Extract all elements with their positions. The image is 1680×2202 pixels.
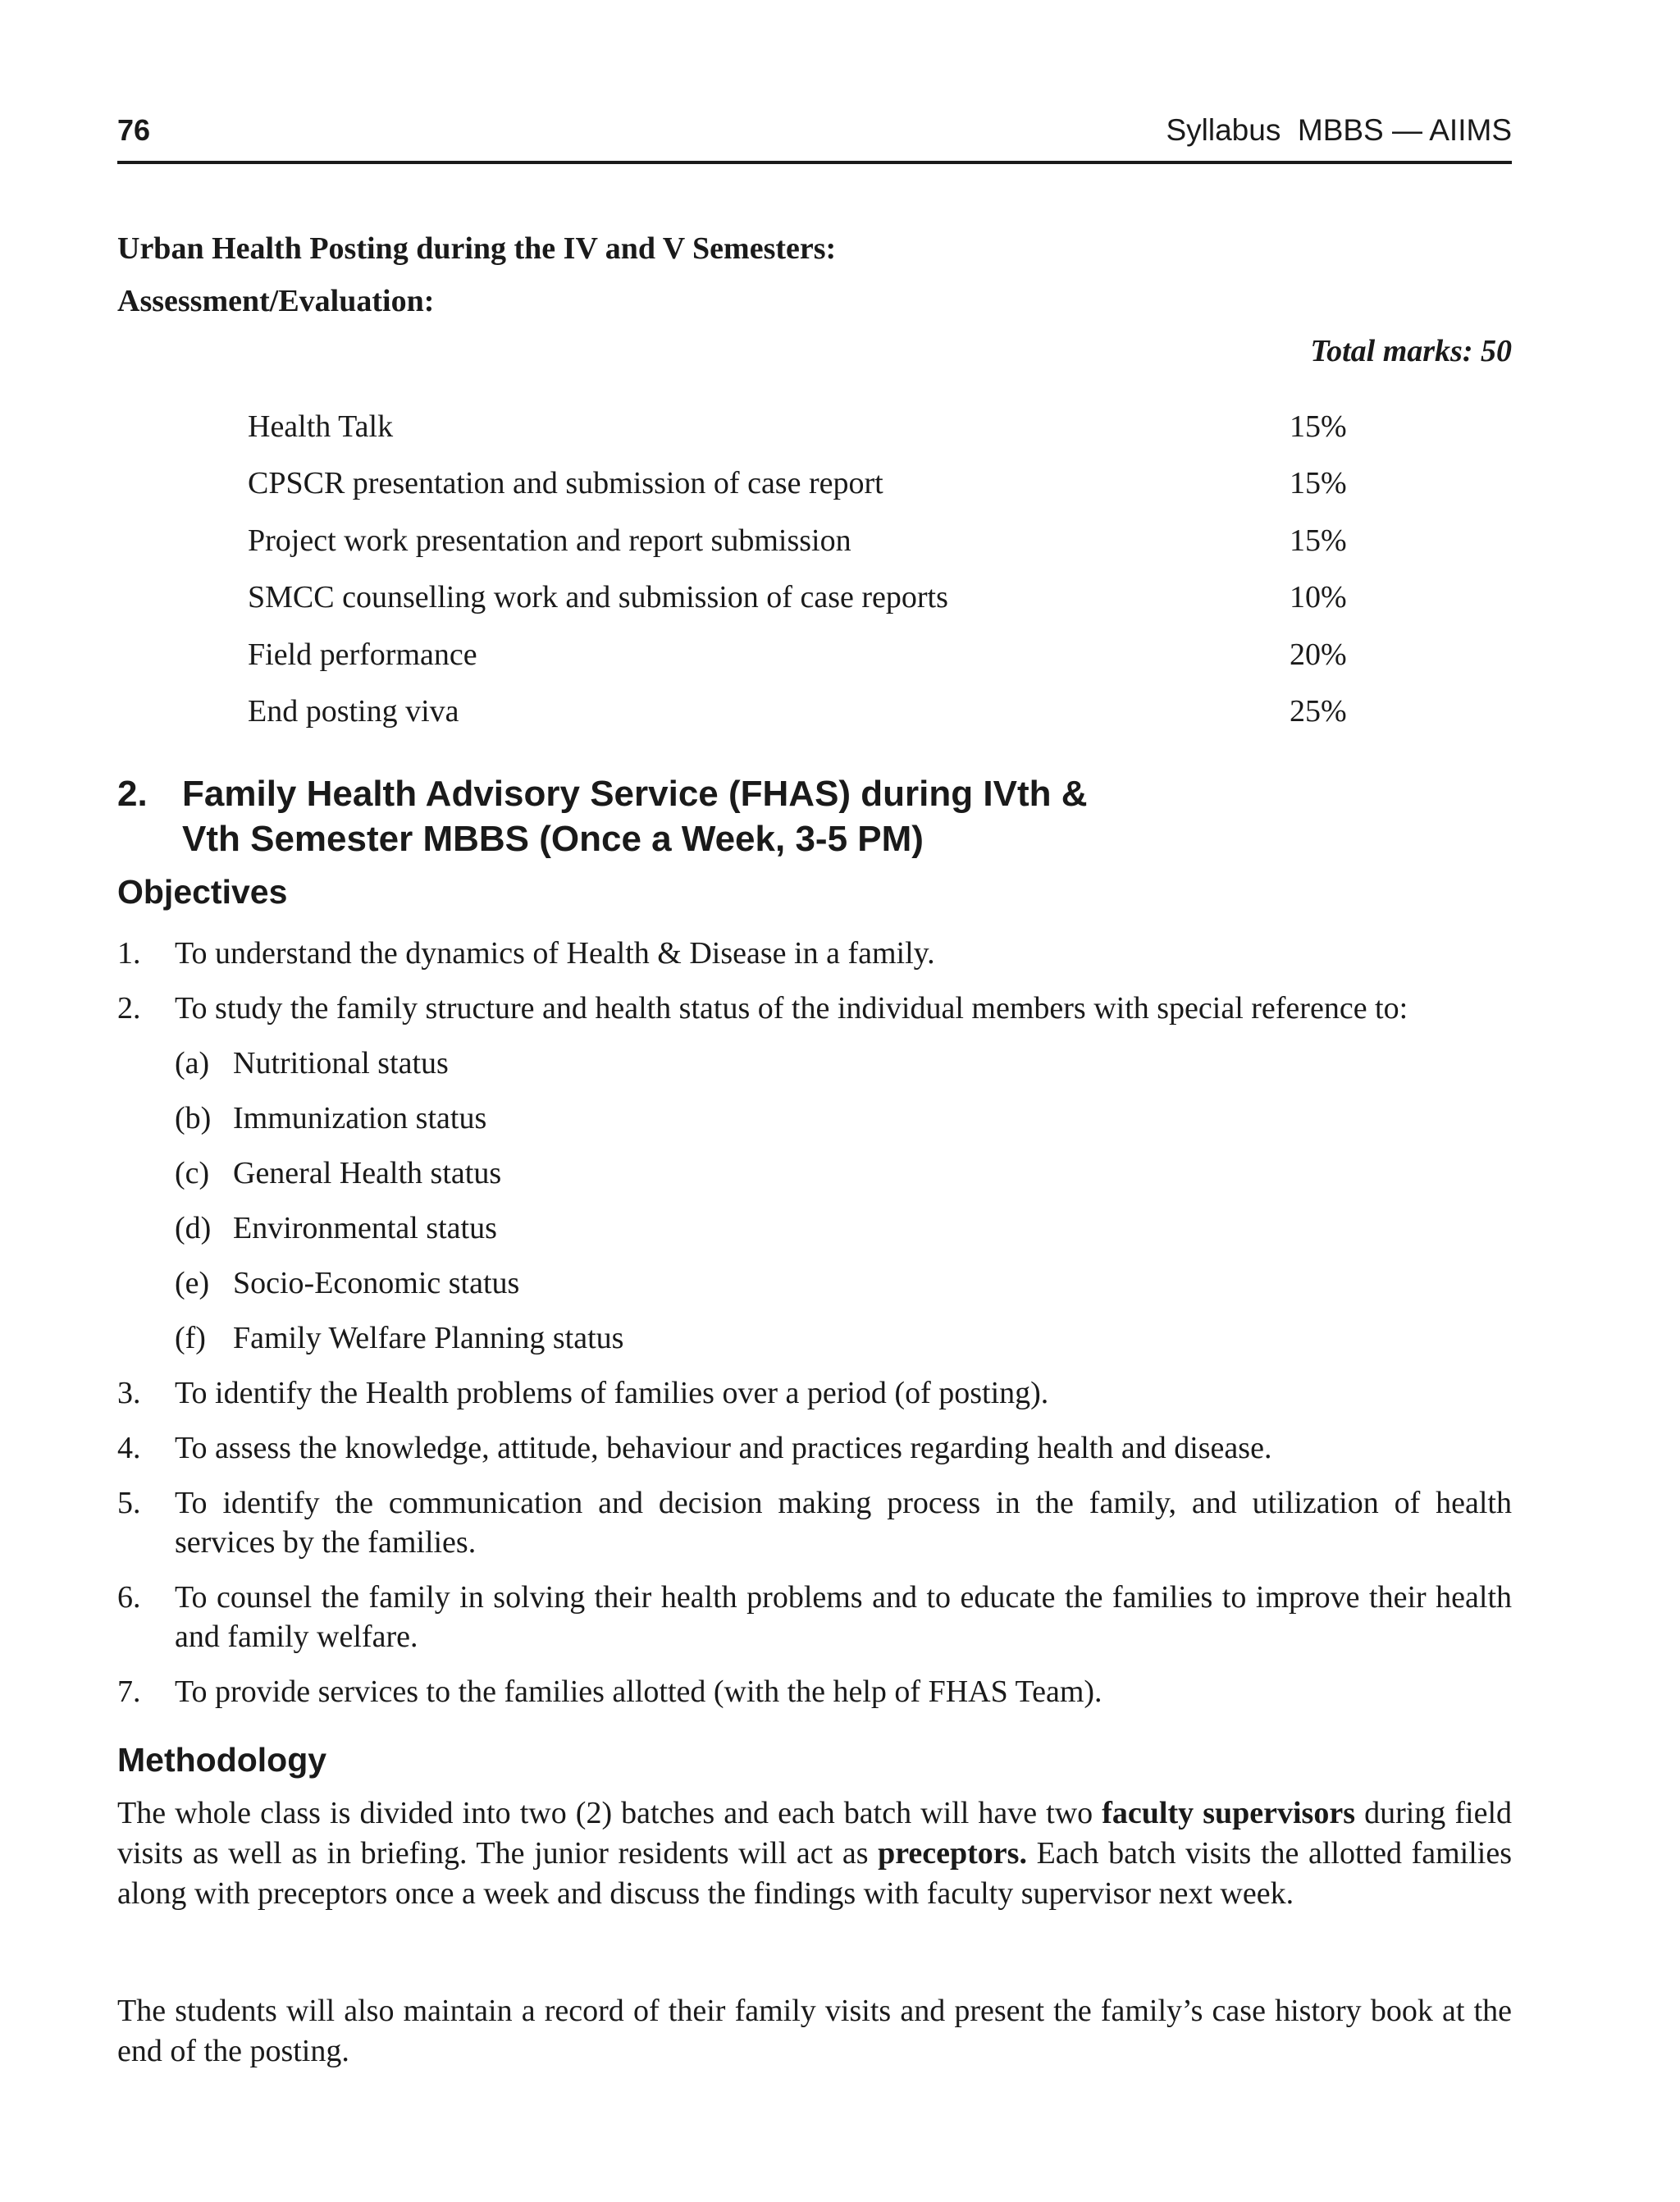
running-head: Syllabus MBBS — AIIMS (1166, 113, 1512, 147)
sublist-item (175, 1099, 1512, 1138)
assessment-row (248, 635, 1396, 692)
objectives-heading: Objectives (117, 873, 288, 911)
assessment-percent: 10% (1290, 580, 1347, 615)
objective-number: 6. (117, 1580, 141, 1615)
assessment-percent: 25% (1290, 693, 1347, 729)
sublist-text: Family Welfare Planning status (233, 1321, 624, 1355)
assessment-percent: 15% (1290, 466, 1347, 501)
urban-health-posting-heading: Urban Health Posting during the IV and V Semesters: (117, 231, 837, 266)
objective-number: 3. (117, 1376, 141, 1410)
assessment-row (248, 521, 1396, 578)
section-title-line-1: Family Health Advisory Service (FHAS) during IVth & (182, 774, 1088, 814)
methodology-text: The whole class is divided into two (2) batches and each batch will have two (117, 1796, 1102, 1830)
objective-item (117, 934, 1512, 973)
sublist-item (175, 1318, 1512, 1358)
section-number: 2. (117, 774, 148, 814)
sublist-text: Nutritional status (233, 1046, 449, 1080)
methodology-paragraph-1 (117, 1793, 1512, 1914)
methodology-text: Each batch visits the allotted families along with preceptors once a week and discuss the findings with faculty supervisor next week. (117, 1836, 1512, 1911)
methodology-text: during field visits as well as in briefing. The junior residents will act as (117, 1796, 1513, 1871)
assessment-row (248, 692, 1396, 748)
sublist-label: (b) (175, 1101, 212, 1135)
objective-text: To provide services to the families allotted (with the help of FHAS Team). (175, 1674, 1102, 1709)
assessment-item: CPSCR presentation and submission of case report (248, 466, 883, 501)
objective-item (117, 1578, 1512, 1656)
sublist-item (175, 1154, 1512, 1193)
methodology-heading: Methodology (117, 1741, 327, 1779)
sublist-text: Immunization status (233, 1101, 487, 1135)
objective-number: 7. (117, 1674, 141, 1709)
objective-text: To study the family structure and health status of the individual members with special reference to: (175, 991, 1408, 1026)
assessment-percent: 15% (1290, 523, 1347, 558)
assessment-table (248, 407, 1396, 748)
sublist-label: (a) (175, 1046, 210, 1080)
sublist-text: Environmental status (233, 1211, 497, 1245)
objective-item (117, 1428, 1512, 1468)
objective-text: To understand the dynamics of Health & Disease in a family. (175, 936, 935, 971)
sublist-label: (d) (175, 1211, 212, 1245)
objective-item (117, 1373, 1512, 1413)
page-number: 76 (117, 113, 151, 147)
objective-text: To assess the knowledge, attitude, behaviour and practices regarding health and disease. (175, 1431, 1272, 1465)
sublist-text: Socio-Economic status (233, 1266, 520, 1300)
objective-number: 5. (117, 1486, 141, 1520)
header-rule (117, 161, 1512, 164)
assessment-item: Health Talk (248, 409, 394, 444)
assessment-item: SMCC counselling work and submission of case reports (248, 580, 948, 615)
assessment-row (248, 578, 1396, 634)
objective-number: 2. (117, 991, 141, 1026)
sublist-label: (e) (175, 1266, 210, 1300)
status-sublist (175, 1044, 1512, 1358)
objective-text: To identify the Health problems of families over a period (of posting). (175, 1376, 1049, 1410)
assessment-item: End posting viva (248, 693, 459, 729)
preceptors-term: preceptors. (878, 1836, 1027, 1871)
assessment-heading: Assessment/Evaluation: (117, 284, 435, 318)
sublist-label: (c) (175, 1156, 210, 1190)
sublist-label: (f) (175, 1321, 206, 1355)
objective-number: 4. (117, 1431, 141, 1465)
objective-text: To counsel the family in solving their health problems and to educate the families to improve their health and family welfare. (175, 1580, 1512, 1654)
sublist-item (175, 1208, 1512, 1248)
assessment-item: Field performance (248, 637, 477, 672)
assessment-percent: 15% (1290, 409, 1347, 444)
sublist-item (175, 1044, 1512, 1083)
assessment-item: Project work presentation and report submission (248, 523, 851, 558)
assessment-percent: 20% (1290, 637, 1347, 672)
faculty-supervisors-term: faculty supervisors (1102, 1796, 1355, 1830)
sublist-item (175, 1263, 1512, 1303)
section-title-line-2: Vth Semester MBBS (Once a Week, 3-5 PM) (182, 819, 924, 859)
objective-text: To identify the communication and decision making process in the family, and utilization of health services by the families. (175, 1486, 1512, 1560)
objective-number: 1. (117, 936, 141, 971)
methodology-paragraph-2: The students will also maintain a record of their family visits and present the family’s case history book at the end of the posting. (117, 1994, 1512, 2068)
objective-item (117, 1483, 1512, 1562)
assessment-row (248, 464, 1396, 520)
sublist-text: General Health status (233, 1156, 502, 1190)
objective-item (117, 1672, 1512, 1711)
assessment-row (248, 407, 1396, 464)
total-marks: Total marks: 50 (1310, 334, 1512, 368)
objectives-list (117, 934, 1512, 1727)
objective-item (117, 989, 1512, 1358)
